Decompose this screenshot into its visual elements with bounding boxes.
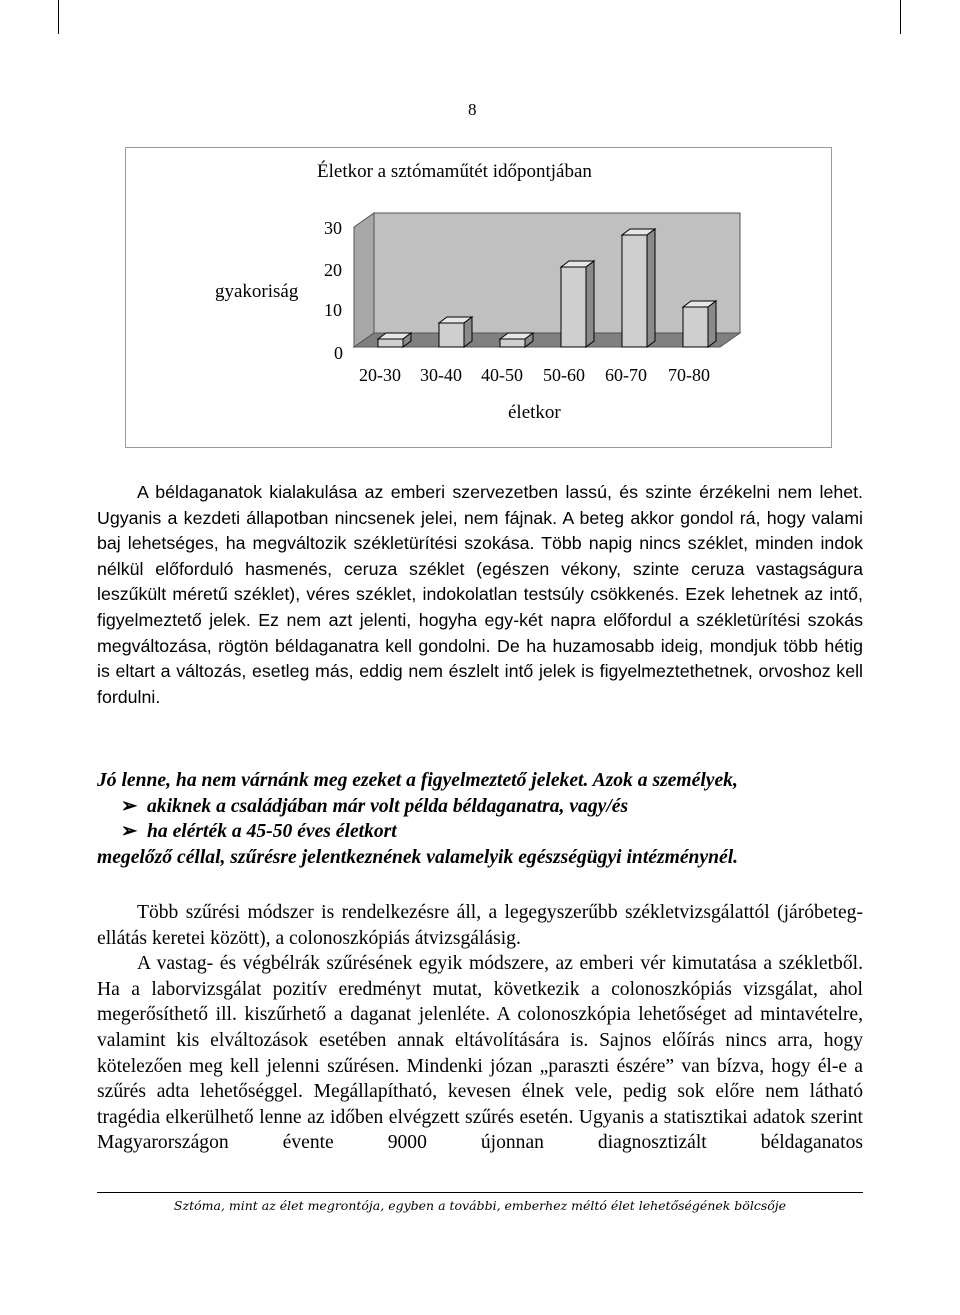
x-tick-label: 30-40 (420, 365, 462, 385)
x-tick-label: 40-50 (481, 365, 523, 385)
x-tick-label: 50-60 (543, 365, 585, 385)
paragraph: A vastag- és végbélrák szűrésének egyik módszere, az emberi vér kimutatása a székletből. Ha a laborvizsgálat pozitív eredményt mutat, következik a colonoszkópiás vizsgálat, ahol megerősíthető ill. kiszűrhető a daganat jelenléte. A colonoszkópia lehetőséget ad mintavételre, valamint kis elváltozások esetében annak eltávolítására is. Sajnos előírás nincs arra, hogy kötelezően meg kell jelenni szűrésen. Mindenki józan „paraszti észére” van bízva, hogy él-e a szűrés adta lehetőséggel. Megállapítható, kevesen élnek vele, pedig sok előre nem látható tragédia elkerülhető lenne az időben elvégzett szűrés esetén. Ugyanis a statisztikai adatok szerint Magyarországon évente 9000 újonnan diagnosztizált béldaganatos (97, 953, 863, 1154)
arrow-bullet-icon: ➢ (121, 795, 138, 817)
bar-side (586, 261, 594, 347)
chart-floor (354, 333, 740, 347)
body-text (97, 900, 863, 1156)
page-number: 8 (468, 100, 477, 119)
chart-x-label: életkor (508, 402, 561, 423)
emphasis-intro: Jó lenne, ha nem várnánk meg ezeket a figyelmeztető jeleket. Azok a személyek, (97, 770, 738, 791)
x-tick-label: 70-80 (668, 365, 710, 385)
bullet-text: akiknek a családjában már volt példa béldaganatra, vagy/és (147, 795, 629, 817)
bar-front (561, 267, 586, 347)
bar-side (708, 301, 716, 347)
x-tick-label: 60-70 (605, 365, 647, 385)
paragraph: A béldaganatok kialakulása az emberi szervezetben lassú, és szinte érzékelni nem lehet. Ugyanis a kezdeti állapotban nincsenek jelei, nem fájnak. A beteg akkor gondol rá, hogy valami baj lehetséges, ha megváltozik székletürítési szokása. Több napig nincs széklet, minden indok nélkül előforduló hasmenés, ceruza széklet (egészen vékony, szinte ceruza vastagságura leszűkült méretű széklet), véres széklet, indokolatlan testsúly csökkenés. Ezek lehetnek az intő, figyelmeztető jelek. Ez nem azt jelenti, hogyha egy-két napra előfordul a székletürítési szokás megváltozása, rögtön béldaganatra kell gondolni. De ha huzamosabb ideig, mondjuk több hétig is eltart a változás, esetleg más, eddig nem észlelt intő jelek is figyelmeztethetnek, orvoshoz kell fordulni. (97, 482, 863, 707)
bar-front (683, 307, 708, 347)
chart-side-wall (354, 213, 374, 347)
bar-chart (0, 0, 960, 460)
paragraph: Több szűrési módszer is rendelkezésre áll, a legegyszerűbb székletvizsgálattól (járóbeteg-ellátás keretei között), a colonoszkópiás átvizsgálásig. (97, 902, 863, 949)
y-tick-label: 20 (324, 260, 342, 280)
footer-rule (97, 1192, 863, 1193)
emphasis-block (97, 768, 863, 870)
chart-title: Életkor a sztómaműtét időpontjában (317, 161, 592, 182)
chart-y-label: gyakoriság (215, 281, 299, 302)
bar-side (647, 229, 655, 347)
bar-front (378, 339, 403, 347)
y-tick-label: 0 (334, 343, 343, 363)
bar-front (622, 235, 647, 347)
bar-front (500, 339, 525, 347)
arrow-bullet-icon: ➢ (121, 821, 138, 843)
bullet-text: ha elérték a 45-50 éves életkort (147, 821, 397, 843)
emphasis-closing: megelőző céllal, szűrésre jelentkeznének valamelyik egészségügyi intézménynél. (97, 846, 739, 868)
y-tick-label: 10 (324, 300, 342, 320)
intro-text (97, 480, 863, 710)
footer-text: Sztóma, mint az élet megrontója, egyben a további, emberhez méltó élet lehetőségének bölcsője (173, 1198, 787, 1213)
y-tick-label: 30 (324, 218, 342, 238)
bar-side (464, 317, 472, 347)
bullet-item (97, 819, 863, 845)
bar-front (439, 323, 464, 347)
x-tick-label: 20-30 (359, 365, 401, 385)
bullet-item (97, 794, 863, 820)
